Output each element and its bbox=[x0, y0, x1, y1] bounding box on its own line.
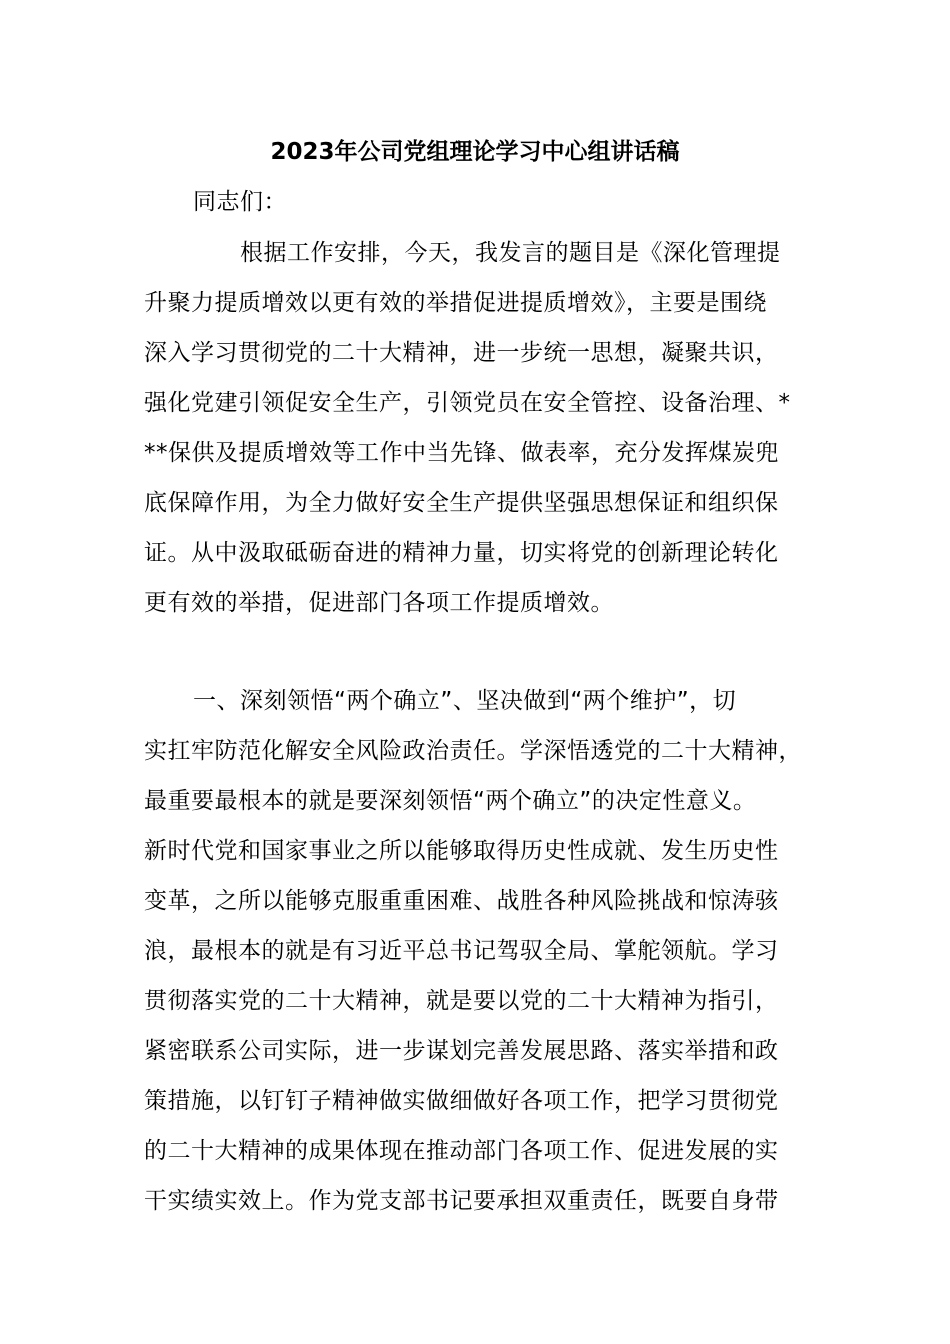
paragraph-2-line: 最重要最根本的就是要深刻领悟“两个确立”的决定性意义。 bbox=[144, 788, 757, 814]
paragraph-2-line: 紧密联系公司实际，进一步谋划完善发展思路、落实举措和政 bbox=[144, 1038, 779, 1064]
paragraph-2-line: 变革，之所以能够克服重重困难、战胜各种风险挑战和惊涛骇 bbox=[144, 888, 779, 914]
paragraph-1-line: 强化党建引领促安全生产，引领党员在安全管控、设备治理、* bbox=[144, 390, 791, 416]
paragraph-2-line: 贯彻落实党的二十大精神，就是要以党的二十大精神为指引， bbox=[144, 988, 779, 1014]
paragraph-2-line: 一、深刻领悟“两个确立”、坚决做到“两个维护”，切 bbox=[193, 688, 737, 714]
paragraph-1-line: 深入学习贯彻党的二十大精神，进一步统一思想，凝聚共识， bbox=[144, 340, 779, 366]
paragraph-2-line: 浪，最根本的就是有习近平总书记驾驭全局、掌舵领航。学习 bbox=[144, 938, 779, 964]
paragraph-2-line: 实扛牢防范化解安全风险政治责任。学深悟透党的二十大精神， bbox=[144, 738, 802, 764]
paragraph-2-line: 策措施，以钉钉子精神做实做细做好各项工作，把学习贯彻党 bbox=[144, 1088, 779, 1114]
paragraph-1-line: **保供及提质增效等工作中当先锋、做表率，充分发挥煤炭兜 bbox=[144, 440, 779, 466]
salutation: 同志们： bbox=[193, 189, 287, 215]
paragraph-1-line: 底保障作用，为全力做好安全生产提供坚强思想保证和组织保 bbox=[144, 490, 779, 516]
paragraph-1-line: 升聚力提质增效以更有效的举措促进提质增效》，主要是围绕 bbox=[144, 290, 767, 316]
paragraph-2-line: 新时代党和国家事业之所以能够取得历史性成就、发生历史性 bbox=[144, 838, 779, 864]
paragraph-1-line: 根据工作安排，今天，我发言的题目是《深化管理提 bbox=[240, 240, 781, 266]
paragraph-2-line: 干实绩实效上。作为党支部书记要承担双重责任，既要自身带 bbox=[144, 1188, 779, 1214]
paragraph-2-line: 的二十大精神的成果体现在推动部门各项工作、促进发展的实 bbox=[144, 1138, 779, 1164]
paragraph-1-line: 更有效的举措，促进部门各项工作提质增效。 bbox=[144, 590, 614, 616]
document-title: 2023年公司党组理论学习中心组讲话稿 bbox=[270, 139, 680, 165]
paragraph-1-line: 证。从中汲取砥砺奋进的精神力量，切实将党的创新理论转化 bbox=[144, 540, 779, 566]
